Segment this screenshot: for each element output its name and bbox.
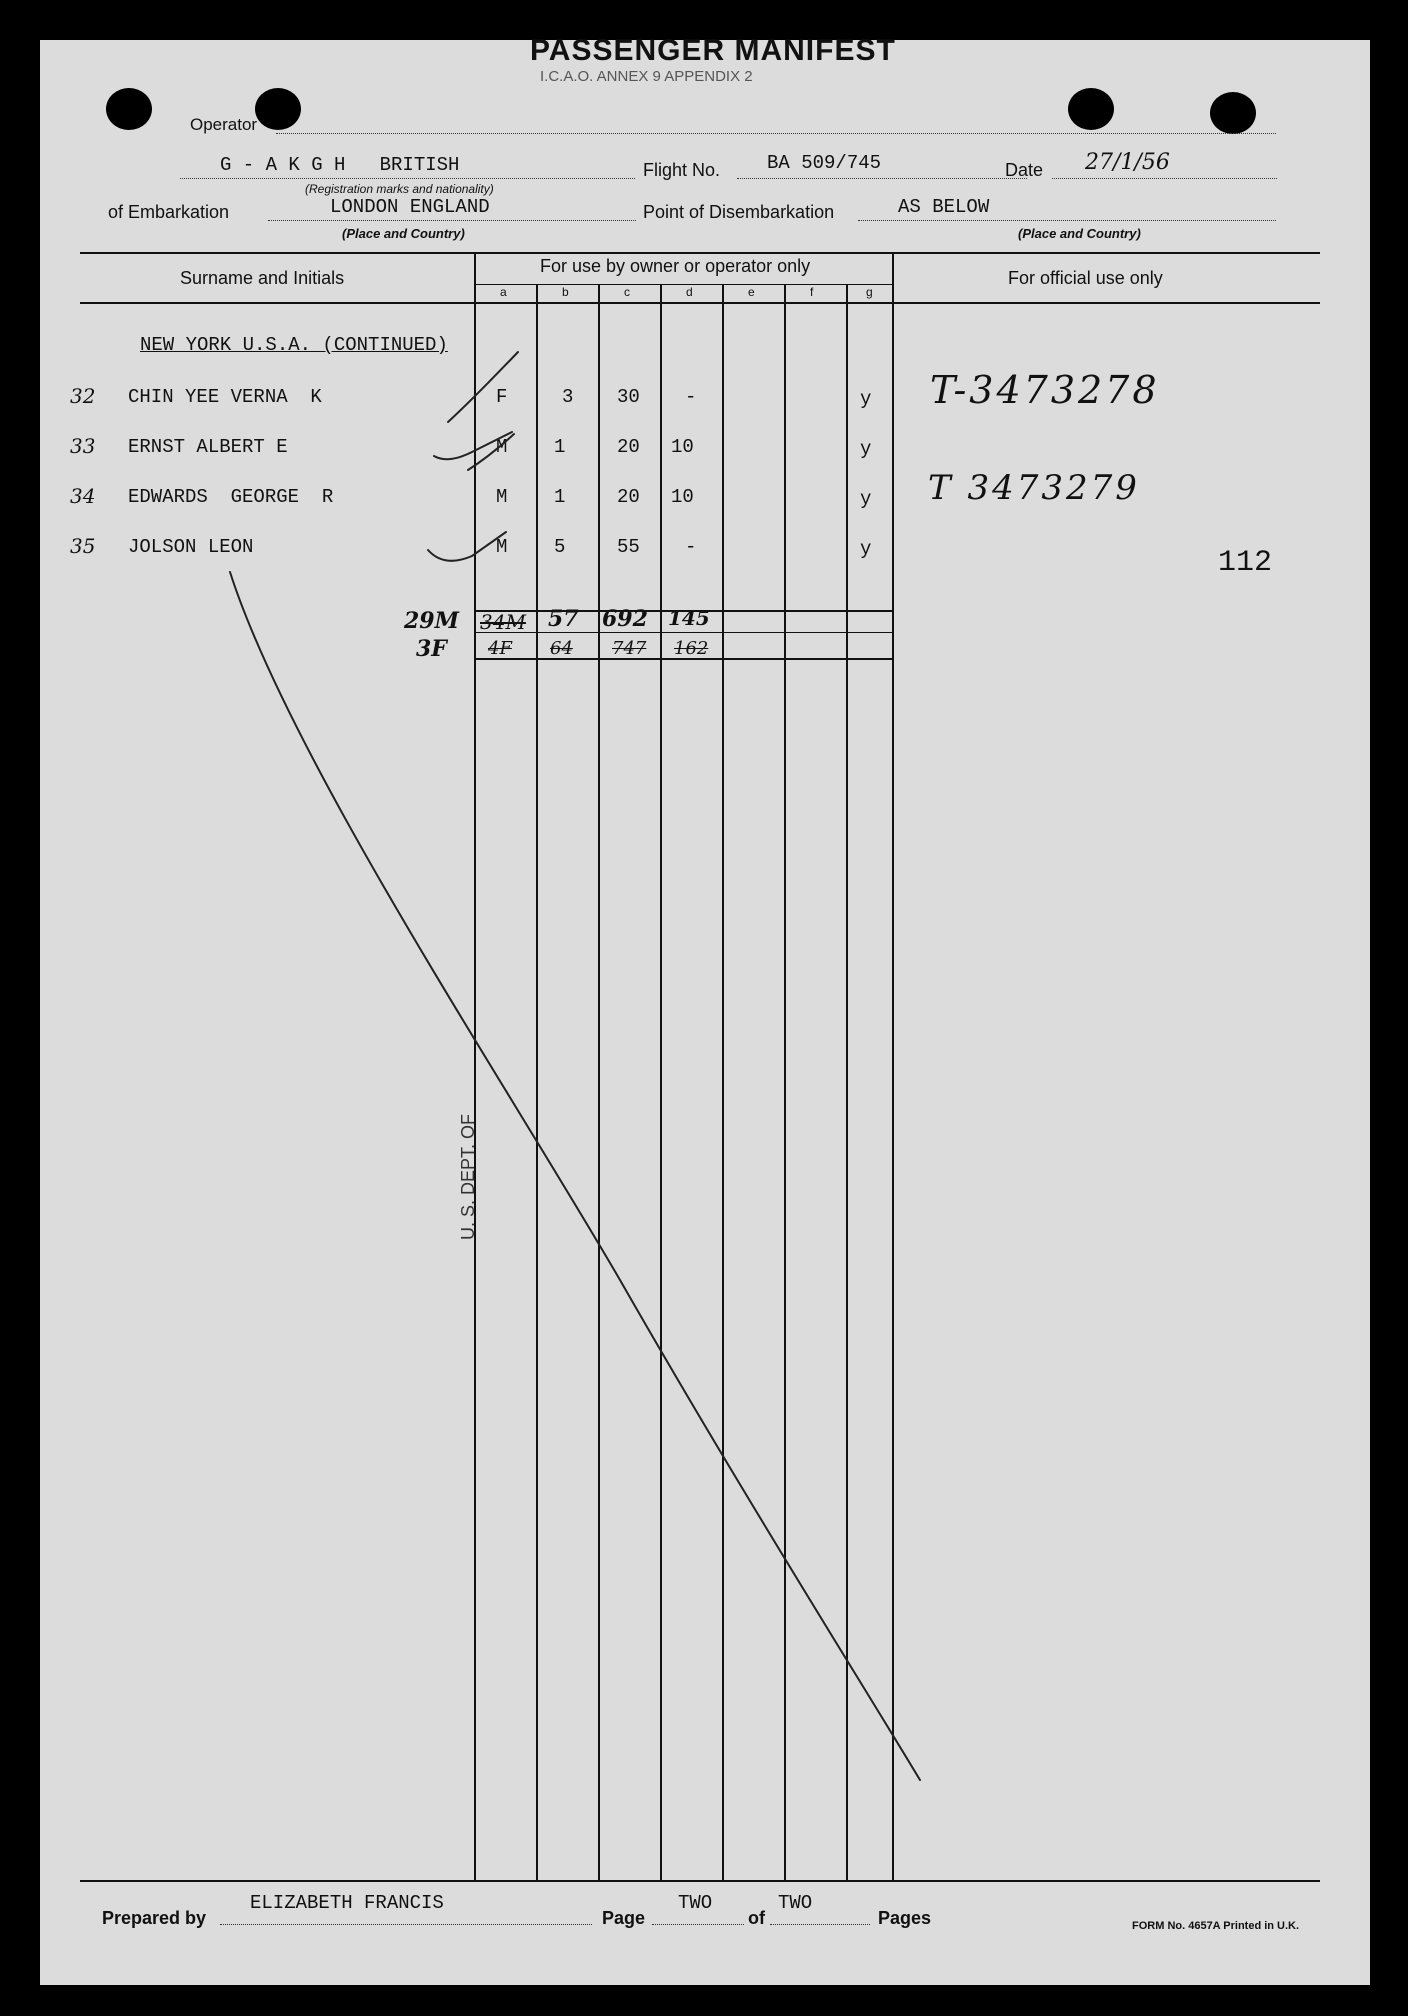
cell-d: - [685,386,697,408]
cell-c: 30 [617,386,640,408]
page-value: TWO [678,1892,713,1914]
cell-c: 55 [617,536,640,558]
prepared-by-value: ELIZABETH FRANCIS [250,1892,444,1914]
cell-g: y [860,538,872,560]
passenger-name: CHIN YEE VERNA K [128,386,322,408]
page-label: Page [602,1908,646,1928]
cell-d: 10 [671,436,694,458]
row-number: 33 [70,434,96,458]
check-mark [468,434,514,470]
official-note: T 3473279 [928,468,1140,508]
of-label: of [748,1908,765,1928]
cell-a: F [496,386,508,408]
cell-b: 1 [554,436,566,458]
date-label: Date [1005,160,1044,180]
totals-a-female: 4F [488,638,512,659]
totals-a-male: 34M [480,610,526,634]
page-count-note: 112 [1218,546,1273,580]
owner-column-header: For use by owner or operator only [540,256,811,276]
totals-d-female: 162 [674,638,709,659]
disembarkation-caption: (Place and Country) [1018,226,1141,241]
col-letter-e: e [748,285,755,299]
flight-value: BA 509/745 [767,152,882,174]
page-dotted-line [652,1924,744,1925]
embarkation-caption: (Place and Country) [342,226,465,241]
cell-b: 3 [562,386,574,408]
registration-value: G - A K G H BRITISH [220,154,460,176]
disembarkation-label: Point of Disembarkation [643,202,835,222]
cell-a: M [496,536,508,558]
col-letter-a: a [500,285,507,299]
flight-label: Flight No. [643,160,721,180]
passenger-name: JOLSON LEON [128,536,254,558]
official-note: T-3473278 [930,368,1160,412]
cell-d: 10 [671,486,694,508]
form-title: PASSENGER MANIFEST [530,34,896,67]
name-column-header: Surname and Initials [180,268,345,288]
pen-marks [40,40,1370,1985]
registration-caption: (Registration marks and nationality) [305,182,494,196]
totals-b-female: 64 [550,638,573,659]
col-letter-d: d [686,285,693,299]
totals-b-male: 57 [548,606,579,632]
cell-a: M [496,486,508,508]
col-letter-b: b [562,285,569,299]
totals-c-male: 692 [602,606,648,632]
prepared-dotted-line [220,1924,592,1925]
totals-c-female: 747 [612,638,647,659]
passenger-name: EDWARDS GEORGE R [128,486,334,508]
prepared-by-label: Prepared by [102,1908,207,1928]
pages-label: Pages [878,1908,932,1928]
form-number: FORM No. 4657A Printed in U.K. [1132,1920,1300,1932]
cell-b: 5 [554,536,566,558]
col-letter-g: g [866,285,873,299]
row-number: 34 [70,484,96,508]
passenger-name: ERNST ALBERT E [128,436,288,458]
col-letter-f: f [810,285,814,299]
disembarkation-value: AS BELOW [898,196,990,218]
cell-g: y [860,388,872,410]
cell-c: 20 [617,486,640,508]
of-dotted-line [770,1924,870,1925]
dept-stamp: U. S. DEPT. OF [458,1113,478,1240]
manifest-sheet [40,34,1370,1985]
footer-top-rule [80,1880,1320,1882]
totals-label-male: 29M [404,608,459,634]
operator-label: Operator [190,115,258,134]
date-value: 27/1/56 [1085,150,1170,175]
embarkation-value: LONDON ENGLAND [330,196,490,218]
cell-g: y [860,438,872,460]
cell-b: 1 [554,486,566,508]
cell-c: 20 [617,436,640,458]
official-column-header: For official use only [1008,268,1163,288]
embarkation-label: of Embarkation [108,202,230,222]
section-heading: NEW YORK U.S.A. (CONTINUED) [140,334,448,356]
cell-a: M [496,436,508,458]
col-letter-c: c [624,285,630,299]
check-mark [448,352,518,422]
row-number: 32 [70,384,96,408]
of-value: TWO [778,1892,813,1914]
totals-label-female: 3F [416,636,447,662]
cancel-diagonal-line [230,572,920,1780]
check-mark [428,532,506,561]
form-subtitle: I.C.A.O. ANNEX 9 APPENDIX 2 [540,68,753,85]
cell-g: y [860,488,872,510]
row-number: 35 [70,534,96,558]
totals-d-male: 145 [668,606,710,630]
cell-d: - [685,536,697,558]
